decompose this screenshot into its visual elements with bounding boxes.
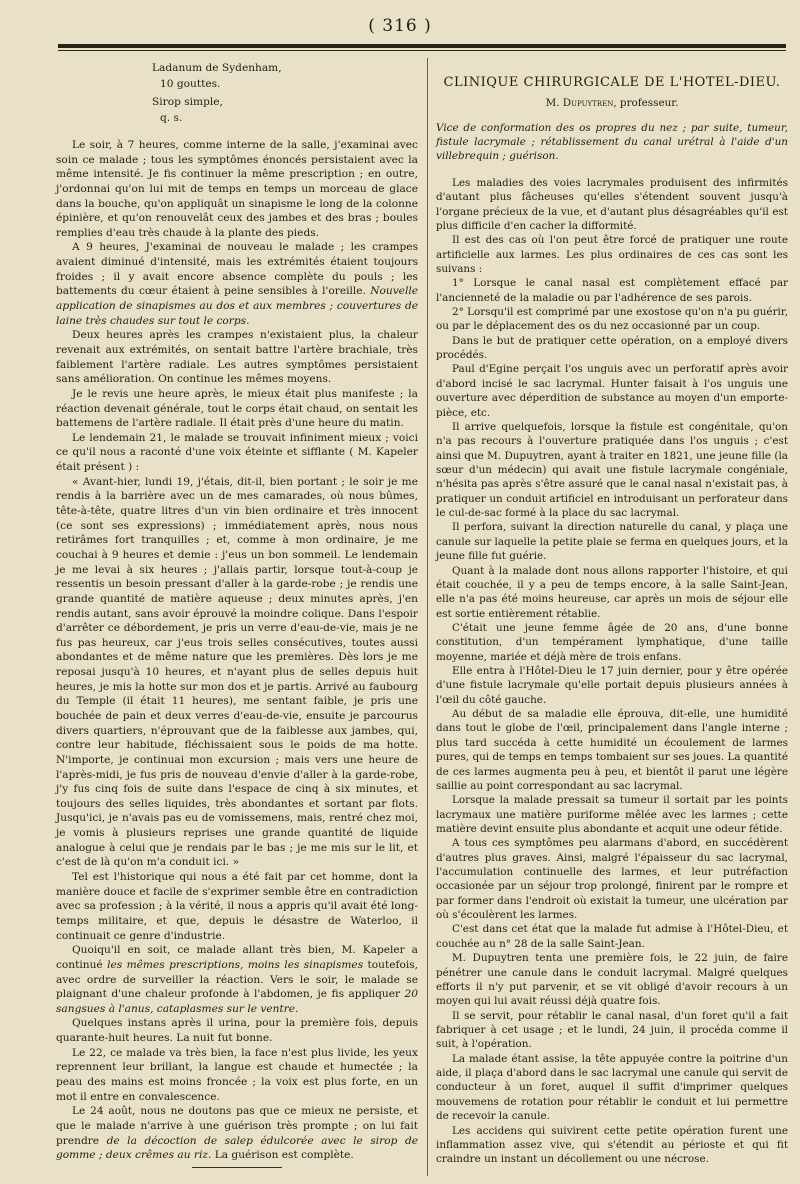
paragraph: Les accidens qui suivirent cette petite opération furent une inflammation assez vive, qui s'étendit au périoste et qui fit craindre un instant un décollement ou une nécrose. (436, 1124, 788, 1166)
page-number: ( 316 ) (368, 16, 432, 36)
paragraph: 1° Lorsque le canal nasal est complètement effacé par l'ancienneté de la maladie ou par l'adhérence de ses parois. (436, 277, 788, 304)
paragraph: Paul d'Egine perçait l'os unguis avec un perforatif après avoir d'abord incisé le sac lacrymal. Hunter faisait à l'os unguis une ouverture avec déperdition de substance au moyen d'un emporte-pièce, etc. (436, 363, 788, 419)
text-run: Le soir, à 7 heures, comme interne de la salle, j'examinai avec soin ce malade ; tous les symptômes énoncés persistaient avec la même intensité. Je fis continuer la même prescription ; en outre, j'ordonnai qu'on lui mit de temps en temps un morceau de glace dans la bouche, qu'on appliquât un sinapisme le long de la colonne épinière, et qu'on renouvelât ceux des jambes et des bras ; boules remplies d'eau très chaude à la plante des pieds. (56, 139, 418, 239)
professor-title: , professeur. (613, 97, 679, 110)
end-separator (192, 1167, 282, 1168)
prescription-line (152, 94, 418, 126)
paragraph (56, 240, 418, 328)
paragraph (56, 1046, 418, 1105)
text-run: Le 24 août, nous ne doutons pas que ce mieux ne persiste, et que le malade n'arrive à une guérison très prompte ; on lui fait prendre (56, 1105, 418, 1147)
professor-line (436, 96, 788, 110)
paragraph: Il perfora, suivant la direction naturelle du canal, y plaça une canule sur laquelle la petite plaie se ferma en quelques jours, et la jeune fille fut guérie. (436, 521, 788, 563)
left-body (56, 138, 418, 1163)
text-run: A 9 heures, J'examinai de nouveau le malade ; les crampes avaient diminué d'intensité, mais les extrémités étaient toujours froides ; il y avait encore absence complète du pouls ; les battements du cœur étaient à peine sensibles à l'oreille. (56, 241, 418, 298)
paragraph: La malade étant assise, la tête appuyée contre la poitrine d'un aide, il plaça d'abord dans le sac lacrymal une canule qui servit de conducteur à un foret, auquel il suffit d'imprimer quelques mouvemens de rotation pour rétablir le conduit et lui permettre de recevoir la canule. (436, 1052, 788, 1123)
case-summary: Vice de conformation des os propres du nez ; par suite, tumeur, fistule lacrymale ; rétablissement du canal urétral à l'aide d'un villebrequin ; guérison. (436, 121, 788, 163)
paragraph: Quant à la malade dont nous allons rapporter l'histoire, et qui était couchée, il y a peu de temps encore, à la salle Saint-Jean, elle n'a pas été moins heureuse, car après un mois de séjour elle est sortie entièrement rétablie. (436, 564, 788, 620)
italic-run: 20 sangsues à l'anus, cataplasmes sur le ventre. (56, 988, 418, 1015)
paragraph (56, 1016, 418, 1045)
paragraph: Au début de sa maladie elle éprouva, dit-elle, une humidité dans tout le globe de l'œil, principalement dans l'angle interne ; plus tard succéda à cette humidité un écoulement de larmes pures, qui de temps en temps tombaient sur ses joues. La quantité de ces larmes augmenta peu à peu, et bientôt il parut une légère saillie au point correspondant au sac lacrymal. (436, 708, 788, 792)
italic-run: Nouvelle application de sinapismes au dos et aux membres ; couvertures de laine très chaudes sur tout le corps. (56, 285, 418, 327)
left-column (56, 60, 418, 1168)
column-divider (427, 58, 428, 1176)
paragraph: Les maladies des voies lacrymales produisent des infirmités d'autant plus fâcheuses qu'elles s'étendent souvent jusqu'à l'organe précieux de la vue, et d'autant plus désagréables qu'il est plus difficile d'en cacher la difformité. (436, 176, 788, 232)
text-run: Quelques instans après il urina, pour la première fois, depuis quarante-huit heures. La nuit fut bonne. (56, 1017, 418, 1045)
text-run: Je le revis une heure après, le mieux était plus manifeste ; la réaction devenait générale, tout le corps était chaud, on sentait les battemens de l'artère radiale. Il était près d'une heure du matin. (56, 387, 418, 430)
drug-name: Sirop simple, (152, 96, 223, 108)
right-body (436, 176, 788, 1167)
text-run: Quoiqu'il en soit, ce malade allant très bien, M. Kapeler a continué (56, 944, 418, 971)
paragraph (56, 138, 418, 240)
paragraph: M. Dupuytren tenta une première fois, le 22 juin, de faire pénétrer une canule dans le conduit lacrymal. Malgré quelques efforts il n'y put parvenir, et se vit obligé d'avoir recours à un moyen qui lui avait réussi déjà quatre fois. (436, 952, 788, 1008)
italic-run: les mêmes prescriptions, moins les sinapismes (107, 958, 364, 971)
paragraph: Il se servit, pour rétablir le canal nasal, d'un foret qu'il a fait fabriquer à cet usage ; et le lundi, 24 juin, il procéda comme il suit, à l'opération. (436, 1009, 788, 1051)
paragraph (56, 1104, 418, 1163)
right-column (436, 60, 788, 1167)
drug-dose: q. s. (160, 112, 183, 124)
text-run: Le 22, ce malade va très bien, la face n'est plus livide, les yeux reprennent leur brillant, la langue est chaude et humectée ; la peau des mains est moins froncée ; la voix est plus forte, en un mot il entre en convalescence. (56, 1046, 418, 1103)
paragraph: C'est dans cet état que la malade fut admise à l'Hôtel-Dieu, et couchée au n° 28 de la salle Saint-Jean. (436, 923, 788, 950)
drug-name: Ladanum de Sydenham, (152, 62, 282, 74)
professor-name: M. Dupuytren (545, 97, 614, 110)
paragraph (56, 328, 418, 387)
header-rule-thin (58, 50, 786, 51)
paragraph: Lorsque la malade pressait sa tumeur il sortait par les points lacrymaux une matière puriforme mêlée avec les larmes ; cette matière devint ensuite plus abondante et acquit une odeur fétide. (436, 794, 788, 835)
paragraph (56, 475, 418, 870)
text-run: Tel est l'historique qui nous a été fait par cet homme, dont la manière douce et facile de s'exprimer semble être en contradiction avec sa profession ; à la vérité, il nous a appris qu'il avait été long-temps militaire, et que, depuis le désastre de Waterloo, il continuait ce genre d'industrie. (56, 871, 418, 942)
section-heading: CLINIQUE CHIRURGICALE DE L'HOTEL-DIEU. (443, 75, 781, 90)
paragraph: Elle entra à l'Hôtel-Dieu le 17 juin dernier, pour y être opérée d'une fistule lacrymale qu'elle portait depuis plusieurs années à l'œil du côté gauche. (436, 665, 788, 706)
paragraph: A tous ces symptômes peu alarmans d'abord, en succédèrent d'autres plus graves. Ainsi, malgré l'épaisseur du sac lacrymal, l'accumulation continuelle des larmes, et leur putréfaction occasionée par un séjour trop prolongé, finirent par le rompre et par former dans l'endroit où existait la tumeur, une ulcération par où s'écoulèrent les larmes. (436, 837, 788, 922)
paragraph (56, 943, 418, 1016)
prescription-line (152, 60, 418, 92)
prescription (56, 60, 418, 126)
text-run: Deux heures après les crampes n'existaient plus, la chaleur revenait aux extrémités, on sentait battre l'artère brachiale, très faiblement l'artère radiale. Les autres symptômes persistaient sans amélioration. On continue les mêmes moyens. (56, 329, 418, 386)
text-run: La guérison est complète. (211, 1149, 354, 1162)
paragraph: C'était une jeune femme âgée de 20 ans, d'une bonne constitution, d'un tempérament lymphatique, d'une taille moyenne, mariée et déjà mère de trois enfans. (436, 621, 788, 663)
paragraph: Il est des cas où l'on peut être forcé de pratiquer une route artificielle aux larmes. Les plus ordinaires de ces cas sont les suivans : (436, 234, 788, 275)
paragraph (56, 431, 418, 475)
paragraph (56, 870, 418, 943)
drug-dose: 10 gouttes. (160, 78, 221, 90)
paragraph (56, 387, 418, 431)
text-run: « Avant-hier, lundi 19, j'étais, dit-il, bien portant ; le soir je me rendis à la barrière avec un de mes camarades, où nous bûmes, tête-à-tête, quatre litres d'un vin bien ordinaire et très innocent (ce sont ses expressions) ; immédiatement après, nous nous retirâmes fort tranquilles ; et, comme à mon ordinaire, je me couchai à 9 heures et demie : j'eus un bon sommeil. Le lendemain je me levai à six heures ; j'allais partir, lorsque tout-à-coup je ressentis un besoin pressant d'aller à la garde-robe ; je rendis une grande quantité de matière aqueuse ; deux minutes après, j'en rendis autant, sans avoir éprouvé la moindre colique. Dans l'espoir d'arrêter ce débordement, je pris un verre d'eau-de-vie, mais je ne fus pas heureux, car j'eus trois selles consécutives, toutes aussi abondantes et de même nature que les premières. Dès lors je me reposai jusqu'à 10 heures, et n'ayant plus de selles depuis huit heures, je mis la hotte sur mon dos et je partis. Arrivé au faubourg du Temple (il était 11 heures), me sentant faible, je pris une bouchée de pain et deux verres d'eau-de-vie, ensuite je parcourus divers quartiers, n'éprouvant que de la faiblesse aux jambes, qui, contre leur habitude, fléchissaient sous le poids de ma hotte. N'importe, je continuai mon excursion ; mais vers une heure de l'après-midi, je fus pris de nouveau d'envie d'aller à la garde-robe, j'y fus cinq fois de suite dans l'espace de cinq à six minutes, et toujours des selles liquides, très abondantes et sortant par flots. Jusqu'ici, je n'avais pas eu de vomissemens, mais, rentré chez moi, je vomis à plusieurs reprises une grande quantité de liquide analogue à celui que je rendais par le bas ; je me mis sur le lit, et c'est de là qu'on m'a conduit ici. » (56, 475, 418, 869)
paragraph: Dans le but de pratiquer cette opération, on a employé divers procédés. (436, 334, 788, 362)
header-rule (58, 44, 786, 48)
paragraph: 2° Lorsqu'il est comprimé par une exostose qu'on n'a pu guérir, ou par le déplacement des os du nez occasionné par un coup. (436, 306, 788, 333)
paragraph: Il arrive quelquefois, lorsque la fistule est congénitale, qu'on n'a pas recours à l'ouverture pratiquée dans l'os unguis ; c'est ainsi que M. Dupuytren, ayant à traiter en 1821, une jeune fille (la sœur d'un médecin) qui avait une fistule lacrymale congéniale, n'hésita pas après s'être assuré que le canal nasal n'existait pas, à pratiquer un conduit artificiel en introduisant un perforateur dans le cul-de-sac formé à la place du sac lacrymal. (436, 420, 788, 520)
text-run: toutefois, avec ordre de surveiller la réaction. Vers le soir, le malade se plaignant d'une chaleur profonde à l'abdomen, je fis appliquer (56, 958, 419, 1001)
text-run: Le lendemain 21, le malade se trouvait infiniment mieux ; voici ce qu'il nous a raconté d'une voix éteinte et sifflante ( M. Kapeler était présent ) : (56, 431, 418, 474)
italic-run: de la décoction de salep édulcorée avec le sirop de gomme ; deux crêmes au riz. (56, 1134, 418, 1162)
